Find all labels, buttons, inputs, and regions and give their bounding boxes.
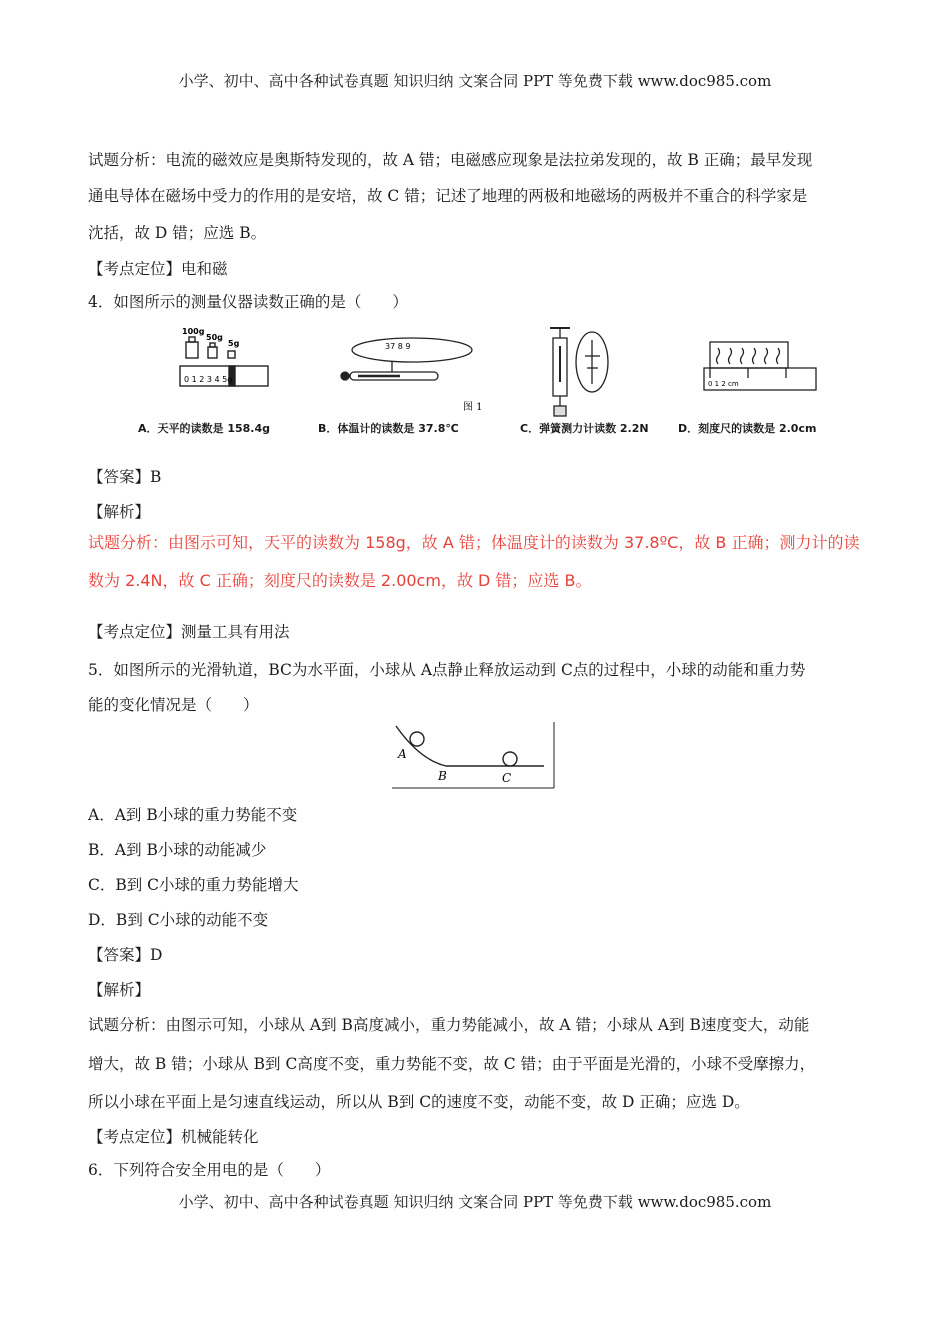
option-5b: B．A到 B小球的动能减少: [88, 841, 267, 859]
ruler-scale-label: 0 1 2 cm: [708, 380, 739, 388]
weight-5g-label: 5g: [228, 339, 240, 348]
analysis-heading-4: 【解析】: [88, 503, 151, 521]
figure-2-smooth-track: [390, 722, 558, 790]
page-footer: 小学、初中、高中各种试卷真题 知识归纳 文案合同 PPT 等免费下载 www.doc985.com: [178, 1193, 772, 1211]
option-5c: C．B到 C小球的重力势能增大: [88, 876, 299, 894]
analysis-5-line-2: 增大，故 B 错；小球从 B到 C高度不变，重力势能不变，故 C 错；由于平面是光滑的，小球不受摩擦力，: [88, 1055, 816, 1073]
red-analysis-line-2: 数为 2.4N，故 C 正确；刻度尺的读数是 2.00cm，故 D 错；应选 B。: [88, 571, 592, 590]
knowledge-point-5: 【考点定位】机械能转化: [88, 1128, 259, 1146]
analysis-5-line-3: 所以小球在平面上是匀速直线运动，所以从 B到 C的速度不变，动能不变，故 D 正确；应选 D。: [88, 1093, 750, 1111]
weight-100g-label: 100g: [182, 327, 205, 336]
analysis-line-3: 沈括，故 D 错；应选 B。: [88, 224, 267, 242]
beam-scale-label: 0 1 2 3 4 5g: [184, 375, 233, 384]
question-6: 6．下列符合安全用电的是（ ）: [88, 1161, 331, 1179]
knowledge-point-1: 【考点定位】电和磁: [88, 260, 228, 278]
question-5-line-1: 5．如图所示的光滑轨道，BC为水平面，小球从 A点静止释放运动到 C点的过程中，小球的动能和重力势: [88, 661, 806, 679]
answer-4: 【答案】B: [88, 468, 162, 486]
option-5d: D．B到 C小球的动能不变: [88, 911, 269, 929]
thermometer-scale-label: 37 8 9: [385, 342, 411, 351]
figure-1-option-d: D．刻度尺的读数是 2.0cm: [678, 422, 817, 435]
question-4: 4．如图所示的测量仪器读数正确的是（ ）: [88, 293, 408, 311]
analysis-5-line-1: 试题分析：由图示可知，小球从 A到 B高度减小，重力势能减小，故 A 错；小球从 A到 B速度变大，动能: [88, 1016, 810, 1034]
question-5-line-2: 能的变化情况是（ ）: [88, 696, 259, 714]
knowledge-point-4: 【考点定位】测量工具有用法: [88, 623, 290, 641]
point-c-label: C: [502, 771, 512, 785]
figure-1-caption: 图 1: [463, 402, 483, 413]
red-analysis-line-1: 试题分析：由图示可知，天平的读数为 158g，故 A 错；体温度计的读数为 37.8ºC，故 B 正确；测力计的读: [88, 533, 860, 552]
analysis-line-2: 通电导体在磁场中受力的作用的是安培，故 C 错；记述了地理的两极和地磁场的两极并不重合的科学家是: [88, 187, 808, 205]
figure-1-option-c: C．弹簧测力计读数 2.2N: [520, 422, 649, 435]
analysis-line-1: 试题分析：电流的磁效应是奥斯特发现的，故 A 错；电磁感应现象是法拉弟发现的，故 B 正确；最早发现: [88, 151, 813, 169]
figure-1-option-b: B．体温计的读数是 37.8℃: [318, 422, 459, 435]
figure-1-option-a: A．天平的读数是 158.4g: [138, 422, 271, 435]
point-a-label: A: [398, 747, 407, 761]
figure-1-measuring-instruments: [130, 322, 850, 440]
analysis-heading-5: 【解析】: [88, 981, 151, 999]
page-header: 小学、初中、高中各种试卷真题 知识归纳 文案合同 PPT 等免费下载 www.doc985.com: [178, 72, 772, 90]
point-b-label: B: [438, 769, 447, 783]
figure-2-drawing: [390, 722, 558, 790]
answer-5: 【答案】D: [88, 946, 163, 964]
weight-50g-label: 50g: [206, 333, 223, 342]
option-5a: A．A到 B小球的重力势能不变: [88, 806, 298, 824]
